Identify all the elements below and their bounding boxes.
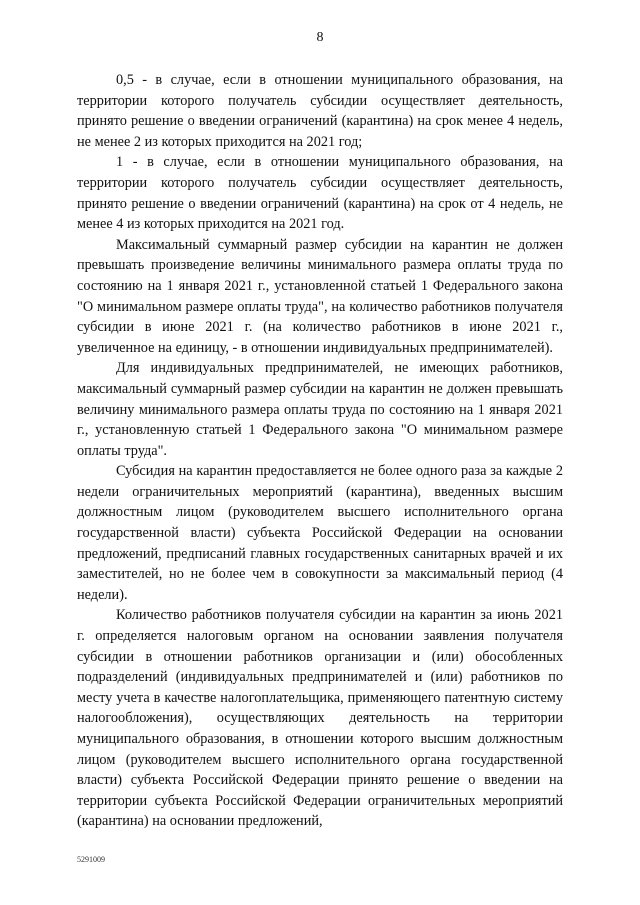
- paragraph-subsidy-frequency: Субсидия на карантин предоставляется не более одного раза за каждые 2 недели ограничительных мероприятий (карантина), введенных высшим должностным лицом (руководителем высшего исполнительного органа государственной власти) субъекта Российской Федерации на основании предложений, предписаний главных государственных санитарных врачей и их заместителей, но не более чем в совокупности за максимальный период (4 недели).: [77, 463, 563, 603]
- footer-code: 5291009: [77, 855, 105, 864]
- paragraph-coefficient-one: 1 - в случае, если в отношении муниципального образования, на территории которого получатель субсидии осуществляет деятельность, принято решение о введении ограничений (карантина) на срок от 4 недель, не менее 4 из которых приходится на 2021 год.: [77, 154, 563, 233]
- page-number: 8: [316, 30, 324, 45]
- document-body: [77, 70, 563, 832]
- paragraph-max-subsidy: Максимальный суммарный размер субсидии на карантин не должен превышать произведение величины минимального размера оплаты труда по состоянию на 1 января 2021 г., установленной статьей 1 Федерального закона "О минимальном размере оплаты труда", на количество работников получателя субсидии в июне 2021 г. (на количество работников в июне 2021 г., увеличенное на единицу, - в отношении индивидуальных предпринимателей).: [77, 236, 563, 356]
- paragraph-employee-count: Количество работников получателя субсидии на карантин за июнь 2021 г. определяется налоговым органом на основании заявления получателя субсидии в отношении работников организации и (или) обособленных подразделений (индивидуальных предпринимателей и (или) работников по месту учета в качестве налогоплательщика, применяющего патентную систему налогообложения), осуществляющих деятельность на территории муниципального образования, в отношении которого высшим должностным лицом (руководителем высшего исполнительного органа государственной власти) субъекта Российской Федерации принято решение о введении на территории субъекта Российской Федерации ограничительных мероприятий (карантина) на основании предложений,: [77, 607, 563, 830]
- paragraph-coefficient-half: 0,5 - в случае, если в отношении муниципального образования, на территории которого получатель субсидии осуществляет деятельность, принято решение о введении ограничений (карантина) на срок менее 4 недель, не менее 2 из которых приходится на 2021 год;: [77, 72, 563, 150]
- paragraph-individual-entrepreneurs: Для индивидуальных предпринимателей, не имеющих работников, максимальный суммарный размер субсидии на карантин не должен превышать величину минимального размера оплаты труда по состоянию на 1 января 2021 г., установленную статьей 1 Федерального закона "О минимальном размере оплаты труда".: [77, 360, 563, 459]
